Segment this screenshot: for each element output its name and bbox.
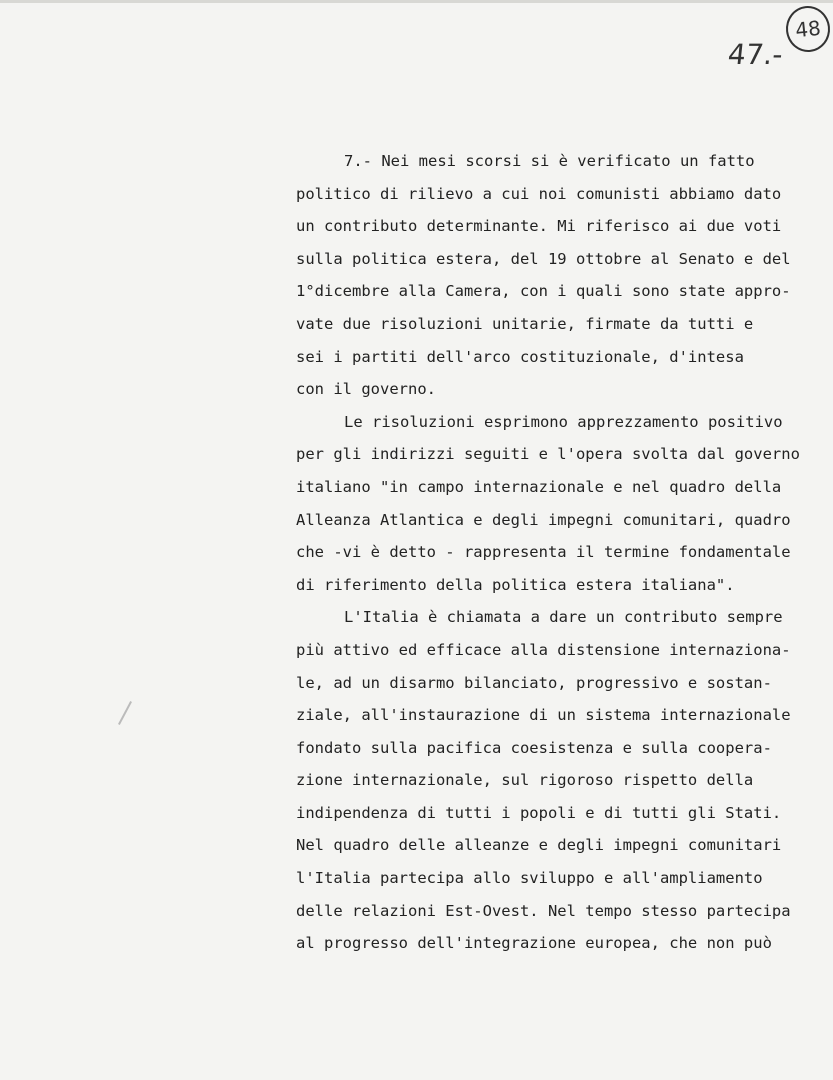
body-line: l'Italia partecipa allo sviluppo e all'ampliamento xyxy=(296,869,763,888)
body-line: 7.- Nei mesi scorsi si è verificato un fatto xyxy=(344,152,755,170)
body-line: italiano "in campo internazionale e nel quadro della xyxy=(296,477,782,496)
body-line: politico di rilievo a cui noi comunisti abbiamo dato xyxy=(296,184,782,203)
body-line: al progresso dell'integrazione europea, che non può xyxy=(296,934,772,953)
body-line: vate due risoluzioni unitarie, firmate da tutti e xyxy=(296,314,754,333)
body-line: ziale, all'instaurazione di un sistema internazionale xyxy=(296,706,791,725)
typed-body-text xyxy=(296,145,816,960)
body-line: L'Italia è chiamata a dare un contributo sempre xyxy=(344,608,783,627)
body-line: 1°dicembre alla Camera, con i quali sono state appro- xyxy=(296,282,791,301)
handwritten-page-number: 47.- xyxy=(726,38,785,71)
body-line: Le risoluzioni esprimono apprezzamento positivo xyxy=(344,412,783,431)
page-edge xyxy=(0,0,833,3)
body-line: indipendenza di tutti i popoli e di tutti gli Stati. xyxy=(296,803,782,822)
body-line: Alleanza Atlantica e degli impegni comunitari, quadro xyxy=(296,510,791,529)
body-line: più attivo ed efficace alla distensione internaziona- xyxy=(296,640,791,659)
circled-folio-number xyxy=(784,4,833,54)
body-line: di riferimento della politica estera italiana". xyxy=(296,575,735,594)
body-line: che -vi è detto - rappresenta il termine fondamentale xyxy=(296,543,791,562)
body-line: un contributo determinante. Mi riferisco ai due voti xyxy=(296,217,782,236)
body-line: sulla politica estera, del 19 ottobre al Senato e del xyxy=(296,249,791,268)
body-line: zione internazionale, sul rigoroso rispetto della xyxy=(296,771,754,790)
body-line: per gli indirizzi seguiti e l'opera svolta dal governo xyxy=(296,445,800,464)
body-line: con il governo. xyxy=(296,380,436,399)
body-line: sei i partiti dell'arco costituzionale, d'intesa xyxy=(296,347,744,366)
body-line: Nel quadro delle alleanze e degli impegni comunitari xyxy=(296,836,782,855)
body-line: fondato sulla pacifica coesistenza e sulla coopera- xyxy=(296,738,772,757)
body-line: delle relazioni Est-Ovest. Nel tempo stesso partecipa xyxy=(296,901,791,920)
pencil-mark xyxy=(118,701,132,725)
circled-folio-label: 48 xyxy=(794,15,822,43)
body-line: le, ad un disarmo bilanciato, progressivo e sostan- xyxy=(296,673,772,692)
